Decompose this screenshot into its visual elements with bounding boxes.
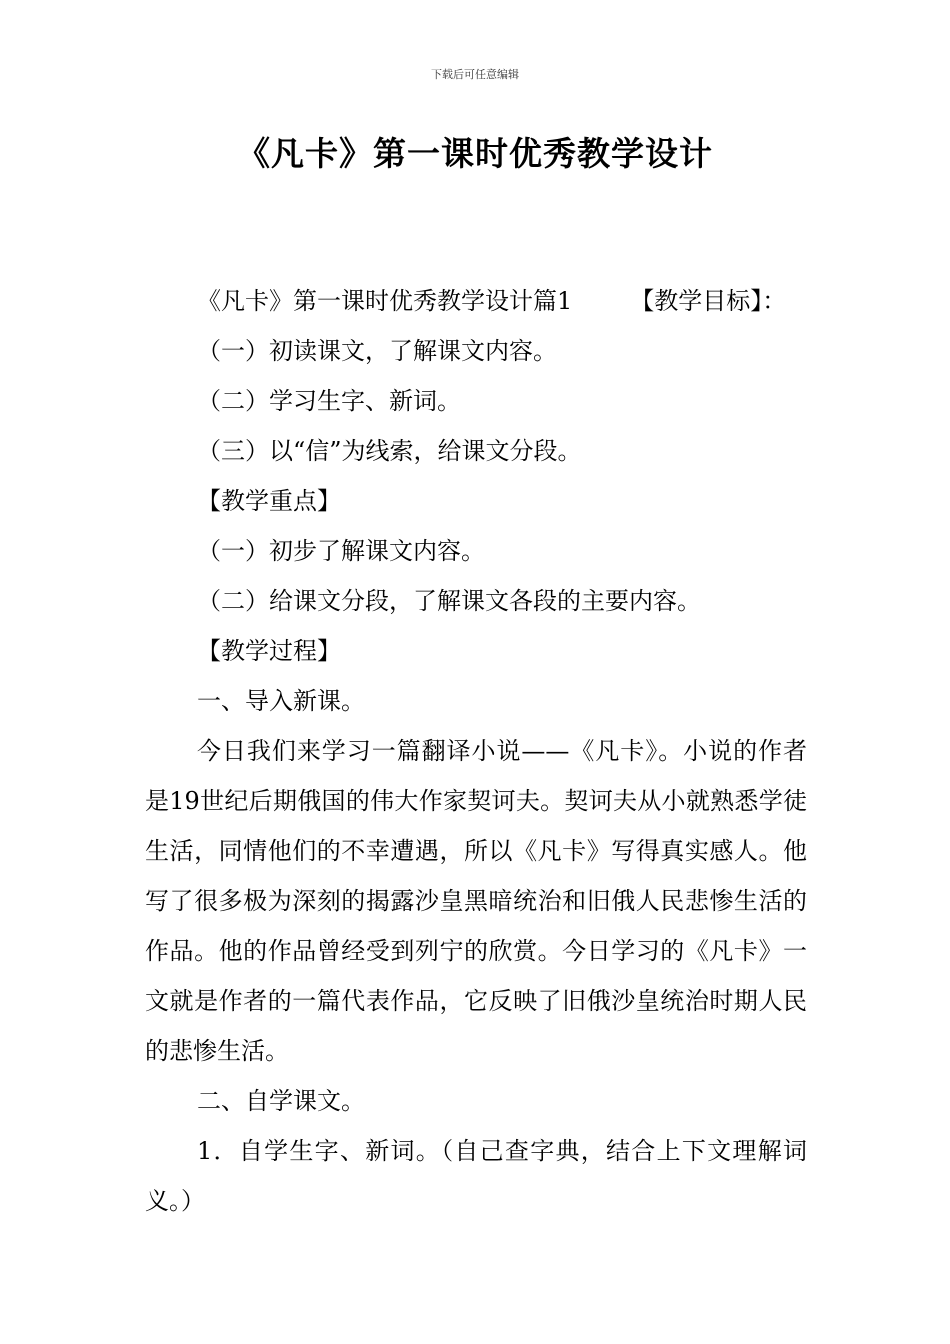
- teaching-focus-heading: 【教学重点】: [197, 487, 341, 515]
- section-heading-2: 二、自学课文。: [197, 1087, 365, 1115]
- teaching-process-heading: 【教学过程】: [197, 637, 341, 665]
- page-header-note: 下载后可任意编辑: [431, 68, 519, 81]
- paragraph-1-lead: 《凡卡》第一课时优秀教学设计篇1: [197, 287, 573, 315]
- paragraph-2: （一）初读课文，了解课文内容。: [197, 337, 557, 365]
- section-heading-1: 一、导入新课。: [197, 687, 365, 715]
- paragraph-6: （一）初步了解课文内容。: [197, 537, 485, 565]
- document-body: [145, 276, 807, 1226]
- paragraph-4: （三）以“信”为线索，给课文分段。: [197, 437, 582, 465]
- paragraph-1: [145, 276, 807, 326]
- paragraph-12: 1．自学生字、新词。（自己查字典，结合上下文理解词义。）: [145, 1137, 807, 1215]
- paragraph-3: （二）学习生字、新词。: [197, 387, 461, 415]
- paragraph-10: 今日我们来学习一篇翻译小说——《凡卡》。小说的作者是19世纪后期俄国的伟大作家契诃夫。契诃夫从小就熟悉学徒生活，同情他们的不幸遭遇，所以《凡卡》写得真实感人。他写了很多极为深刻的揭露沙皇黑暗统治和旧俄人民悲惨生活的作品。他的作品曾经受到列宁的欣赏。今日学习的《凡卡》一文就是作者的一篇代表作品，它反映了旧俄沙皇统治时期人民的悲惨生活。: [145, 737, 807, 1065]
- paragraph-7: （二）给课文分段，了解课文各段的主要内容。: [197, 587, 701, 615]
- document-title: 《凡卡》第一课时优秀教学设计: [237, 134, 713, 173]
- teaching-goals-heading: 【教学目标】：: [630, 287, 787, 315]
